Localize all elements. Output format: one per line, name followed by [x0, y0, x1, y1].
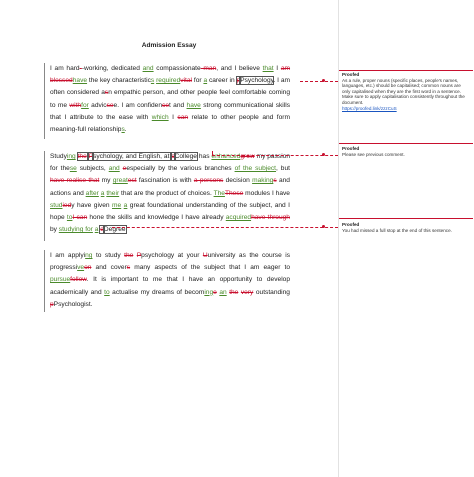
inserted-text: have — [72, 77, 88, 85]
comment-divider — [339, 218, 473, 219]
text-run: compassionate — [153, 65, 201, 72]
inserted-text: for — [81, 101, 89, 109]
inserted-text: required — [156, 77, 181, 85]
text-run: the key characteristic — [87, 77, 151, 85]
text-run: university as the course is progressi — [50, 252, 290, 272]
essay-paragraph[interactable] — [50, 250, 290, 311]
inserted-text: an — [219, 288, 227, 296]
deleted-text: can — [76, 214, 88, 222]
text-run: psychology at your — [141, 252, 203, 259]
deleted-text: P — [136, 252, 142, 259]
text-run: for — [192, 77, 204, 85]
inserted-text: which — [151, 113, 169, 121]
text-run: that are the product of choices. — [119, 189, 214, 197]
text-run: relate to other people and form meaning-full relationship — [50, 113, 290, 134]
inserted-text: The — [213, 189, 225, 197]
comment-leader-line — [212, 155, 338, 156]
deleted-text: ied — [62, 201, 72, 209]
inserted-text: to — [66, 214, 73, 222]
text-run: my — [99, 177, 113, 185]
text-run: sychology, and English, at — [93, 153, 172, 160]
deleted-text: can — [177, 113, 189, 121]
inserted-text: their — [106, 189, 120, 197]
inserted-text: s — [121, 126, 125, 134]
text-run: career in — [207, 77, 237, 85]
text-run: decision — [223, 177, 253, 185]
text-run: especially by the various branches — [126, 165, 235, 173]
text-run: . — [125, 226, 128, 234]
deleted-text: e — [122, 165, 127, 173]
deleted-text: am — [280, 65, 291, 72]
deleted-text: the — [77, 153, 87, 160]
text-run: great foundational understanding of the subject, and I hope — [50, 201, 290, 222]
comment-balloon[interactable] — [342, 222, 470, 233]
deleted-text: the — [124, 252, 134, 259]
inserted-text: making — [252, 177, 274, 185]
text-run: , and I believe — [216, 65, 263, 72]
comment-leader-line — [300, 81, 338, 82]
inserted-text: studying for — [58, 226, 93, 234]
inserted-text: ing — [204, 288, 214, 296]
inserted-text: ing — [66, 153, 76, 160]
inserted-text: that — [262, 65, 274, 72]
text-run: y have given — [71, 201, 113, 209]
deleted-text: very — [240, 288, 254, 296]
deleted-text: d — [100, 226, 104, 234]
deleted-text: follow — [70, 276, 87, 284]
text-run: e. I am confiden — [113, 101, 163, 109]
text-run: t and — [168, 101, 187, 109]
deleted-text: vital — [180, 77, 193, 85]
comment-author: Proofed — [342, 146, 360, 151]
comment-author: Proofed — [342, 222, 360, 227]
text-run: and cover — [91, 264, 127, 272]
text-run: advic — [88, 101, 107, 109]
text-run: has — [196, 153, 212, 160]
deleted-text: ce — [162, 101, 169, 109]
text-run: modules I have — [243, 189, 290, 197]
deleted-text: U — [202, 252, 208, 259]
deleted-text: s — [273, 177, 277, 185]
text-run: by — [50, 226, 59, 234]
text-run: . — [124, 126, 127, 134]
inserted-text: after — [85, 189, 99, 197]
comment-text: As a rule, proper nouns (specific places, people's names, languages, etc.) should be capitalised; common nouns are only capitalised when they are the first word in a sentence. Make sure to apply capitalisation consistently throughout the document. — [342, 77, 465, 105]
essay-paragraph[interactable] — [50, 63, 290, 136]
deleted-text: est — [127, 177, 137, 185]
inserted-text: a — [94, 226, 99, 234]
comment-leader-line — [212, 151, 213, 155]
deleted-text: on — [84, 264, 92, 272]
inserted-text: and — [142, 65, 154, 72]
text-run: . It is important to me that I have an opportunity to develop academically and — [50, 276, 290, 296]
text-run: and actions and — [50, 177, 290, 197]
comment-anchor — [322, 225, 325, 228]
inserted-text: pursue — [50, 276, 71, 284]
text-run: actualise my dreams of becom — [109, 288, 205, 296]
text-run: many aspects of the subject that I am eager to — [130, 264, 290, 272]
text-run: College — [174, 153, 197, 160]
inserted-text: a — [203, 77, 208, 85]
deleted-text: the — [229, 288, 239, 296]
text-run: my passion for the — [50, 153, 290, 173]
inserted-text: stud — [50, 201, 63, 209]
text-run: n empathic person, and other people feel comfortable coming to me — [50, 89, 290, 109]
deleted-text: p — [236, 77, 241, 85]
change-bar — [44, 250, 45, 312]
deleted-text: have through — [251, 214, 290, 222]
comment-divider — [339, 70, 473, 71]
text-run: Study — [50, 153, 67, 160]
text-run: I — [273, 65, 281, 72]
inserted-text: to — [104, 288, 110, 296]
deleted-text: e — [213, 288, 217, 296]
comment-leader-line — [112, 227, 338, 228]
inserted-text: a — [100, 189, 105, 197]
deleted-text: with — [69, 101, 82, 109]
deleted-text: I — [72, 214, 77, 222]
deleted-text: s — [126, 264, 131, 272]
deleted-text: grow — [240, 153, 255, 160]
inserted-text: me — [112, 201, 122, 209]
comment-anchor — [322, 153, 325, 156]
text-run: , but — [276, 165, 290, 173]
deleted-text: se — [106, 101, 114, 109]
change-bar — [44, 151, 45, 241]
deleted-text: - — [79, 65, 82, 72]
inserted-text: ng — [85, 252, 93, 259]
deleted-text: c — [171, 153, 175, 160]
comment-divider — [339, 143, 473, 144]
text-run: I am applyi — [50, 252, 86, 259]
document-title: Admission Essay — [141, 42, 197, 49]
inserted-text: a — [123, 201, 128, 209]
inserted-text: have — [186, 101, 201, 109]
text-run: outstanding — [253, 288, 290, 296]
deleted-text: s — [104, 89, 109, 97]
text-run: fascination is with — [136, 177, 194, 185]
inserted-text: se — [69, 165, 77, 173]
inserted-text: acquired — [225, 214, 252, 222]
text-run: . I am often considered a — [50, 77, 290, 97]
comment-balloon[interactable] — [342, 146, 470, 157]
deleted-text: blessed — [50, 77, 73, 85]
text-run: Degree — [103, 226, 126, 234]
text-run: -working, dedicated — [81, 65, 143, 72]
comment-anchor — [322, 79, 325, 82]
deleted-text: man — [200, 65, 217, 72]
inserted-text: s — [150, 77, 155, 85]
comment-text: Please see previous comment. — [342, 151, 405, 157]
text-run: Psychology — [240, 77, 274, 85]
text-run: subjects, — [76, 165, 109, 173]
text-run: Psychologist. — [53, 300, 93, 308]
deleted-text: These — [224, 189, 244, 197]
comment-author: Proofed — [342, 72, 360, 77]
text-run: to study — [92, 252, 125, 259]
text-run: hone the skills and knowledge I have already — [87, 214, 226, 222]
inserted-text: and — [108, 165, 120, 173]
inserted-text: of the subject — [234, 165, 277, 173]
comment-link[interactable]: https://proofed.link/zzzCuS — [342, 105, 397, 111]
inserted-text: great — [112, 177, 128, 185]
text-run: strong communicational skills that I attribute to the ease with — [50, 101, 290, 121]
comment-balloon[interactable] — [342, 72, 470, 111]
deleted-text: p — [50, 300, 54, 308]
text-run: I — [168, 113, 178, 121]
deleted-text: have realise that — [50, 177, 100, 185]
change-bar — [44, 63, 45, 139]
inserted-text: ve — [77, 264, 85, 272]
text-run: I am hard — [50, 65, 80, 72]
essay-paragraph[interactable] — [50, 151, 290, 236]
comment-text: You had missed a full stop at the end of this sentence. — [342, 227, 452, 233]
deleted-text: P — [88, 153, 94, 160]
inserted-text: enhanced — [211, 153, 241, 160]
deleted-text: a persons — [193, 177, 224, 185]
